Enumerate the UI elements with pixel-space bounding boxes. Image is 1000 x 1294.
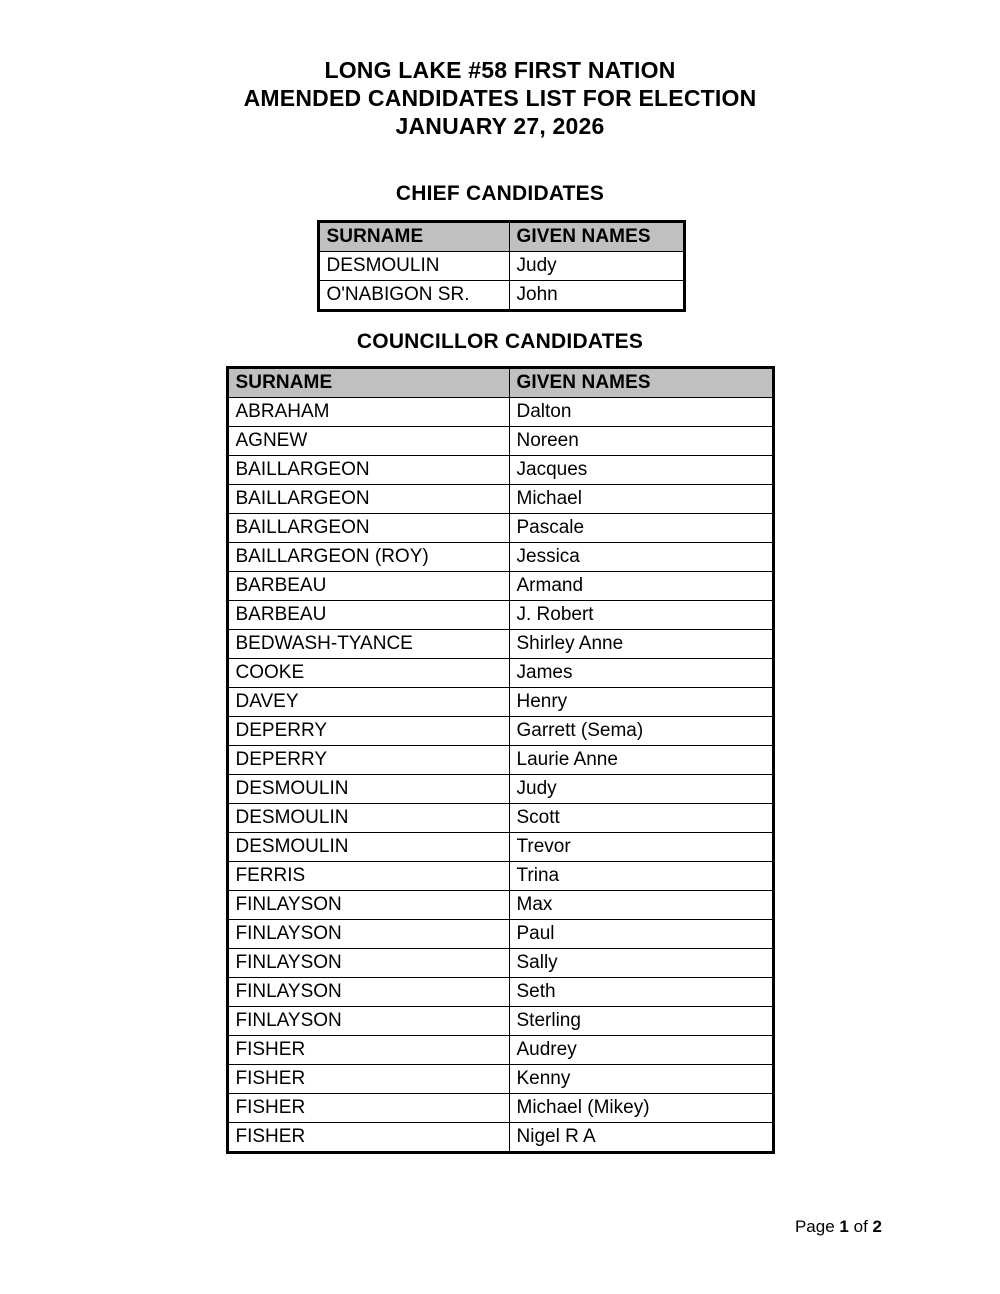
cell-given-names: Pascale [509,514,773,543]
footer-current-page: 1 [839,1217,849,1236]
councillor-table-row [227,775,773,804]
cell-given-names: Judy [509,252,684,281]
cell-surname: FINLAYSON [227,920,509,949]
cell-given-names: Paul [509,920,773,949]
page-footer [795,1217,882,1237]
cell-surname: DESMOULIN [227,775,509,804]
cell-given-names: Henry [509,688,773,717]
councillor-table-row [227,833,773,862]
cell-given-names: Sally [509,949,773,978]
cell-given-names: Judy [509,775,773,804]
cell-surname: BARBEAU [227,572,509,601]
cell-given-names: Trina [509,862,773,891]
councillor-candidates-heading: COUNCILLOR CANDIDATES [356,330,644,353]
councillor-table-row [227,456,773,485]
chief-table-body [318,252,684,311]
cell-given-names: Armand [509,572,773,601]
footer-separator: of [853,1217,868,1236]
cell-surname: FINLAYSON [227,891,509,920]
councillor-table-row [227,746,773,775]
councillor-table-row [227,862,773,891]
councillor-table-row [227,978,773,1007]
cell-given-names: Kenny [509,1065,773,1094]
cell-given-names: J. Robert [509,601,773,630]
cell-given-names: James [509,659,773,688]
cell-surname: DEPERRY [227,746,509,775]
chief-column-header-given-names: GIVEN NAMES [509,222,684,252]
cell-given-names: Scott [509,804,773,833]
cell-surname: BEDWASH-TYANCE [227,630,509,659]
cell-surname: BAILLARGEON [227,485,509,514]
cell-surname: FINLAYSON [227,1007,509,1036]
title-line-2: AMENDED CANDIDATES LIST FOR ELECTION [243,85,757,111]
cell-surname: FISHER [227,1094,509,1123]
footer-page-label: Page [794,1217,835,1236]
cell-surname: ABRAHAM [227,398,509,427]
cell-surname: FISHER [227,1036,509,1065]
councillor-table-row [227,949,773,978]
footer-total-pages: 2 [872,1217,882,1236]
cell-given-names: Max [509,891,773,920]
cell-given-names: Trevor [509,833,773,862]
councillor-table-row [227,572,773,601]
cell-surname: COOKE [227,659,509,688]
cell-given-names: Michael [509,485,773,514]
councillor-table-row [227,1036,773,1065]
document-title [0,0,1000,140]
councillor-candidates-table-wrap [0,366,1000,1154]
councillor-table-row [227,630,773,659]
chief-table-row [318,281,684,311]
councillor-table-row [227,1007,773,1036]
councillor-table-row [227,514,773,543]
cell-given-names: Laurie Anne [509,746,773,775]
cell-given-names: Jacques [509,456,773,485]
chief-column-header-surname: SURNAME [318,222,509,252]
cell-surname: O'NABIGON SR. [318,281,509,311]
cell-given-names: Dalton [509,398,773,427]
cell-surname: DESMOULIN [227,833,509,862]
councillor-table-header-row [227,368,773,398]
councillor-table-row [227,804,773,833]
cell-given-names: Audrey [509,1036,773,1065]
councillor-candidates-table [226,366,775,1154]
chief-table-head [318,222,684,252]
chief-table-header-row [318,222,684,252]
councillor-table-row [227,601,773,630]
councillor-table-row [227,1065,773,1094]
cell-surname: FINLAYSON [227,978,509,1007]
cell-given-names: Shirley Anne [509,630,773,659]
cell-surname: FISHER [227,1123,509,1153]
councillor-table-row [227,717,773,746]
cell-given-names: Garrett (Sema) [509,717,773,746]
cell-surname: BAILLARGEON (ROY) [227,543,509,572]
councillor-table-row [227,688,773,717]
title-line-1: LONG LAKE #58 FIRST NATION [324,57,676,83]
cell-surname: BARBEAU [227,601,509,630]
cell-surname: DAVEY [227,688,509,717]
councillor-column-header-given-names: GIVEN NAMES [509,368,773,398]
chief-candidates-heading: CHIEF CANDIDATES [395,182,605,205]
cell-given-names: Michael (Mikey) [509,1094,773,1123]
councillor-table-row [227,427,773,456]
councillor-table-row [227,891,773,920]
councillor-table-row [227,1094,773,1123]
cell-given-names: Nigel R A [509,1123,773,1153]
cell-surname: FISHER [227,1065,509,1094]
chief-candidates-table-wrap [0,220,1000,312]
cell-surname: AGNEW [227,427,509,456]
councillor-column-header-surname: SURNAME [227,368,509,398]
cell-given-names: Sterling [509,1007,773,1036]
cell-given-names: Jessica [509,543,773,572]
cell-surname: DEPERRY [227,717,509,746]
councillor-table-head [227,368,773,398]
cell-surname: BAILLARGEON [227,456,509,485]
cell-surname: FINLAYSON [227,949,509,978]
chief-table-row [318,252,684,281]
councillor-table-row [227,920,773,949]
cell-given-names: Noreen [509,427,773,456]
councillor-table-row [227,543,773,572]
councillor-table-row [227,1123,773,1153]
councillor-table-row [227,398,773,427]
councillor-table-row [227,485,773,514]
cell-given-names: John [509,281,684,311]
cell-surname: BAILLARGEON [227,514,509,543]
cell-surname: DESMOULIN [227,804,509,833]
cell-surname: FERRIS [227,862,509,891]
councillor-table-body [227,398,773,1153]
cell-given-names: Seth [509,978,773,1007]
title-line-3: JANUARY 27, 2026 [395,113,605,139]
cell-surname: DESMOULIN [318,252,509,281]
councillor-table-row [227,659,773,688]
chief-candidates-table [317,220,686,312]
